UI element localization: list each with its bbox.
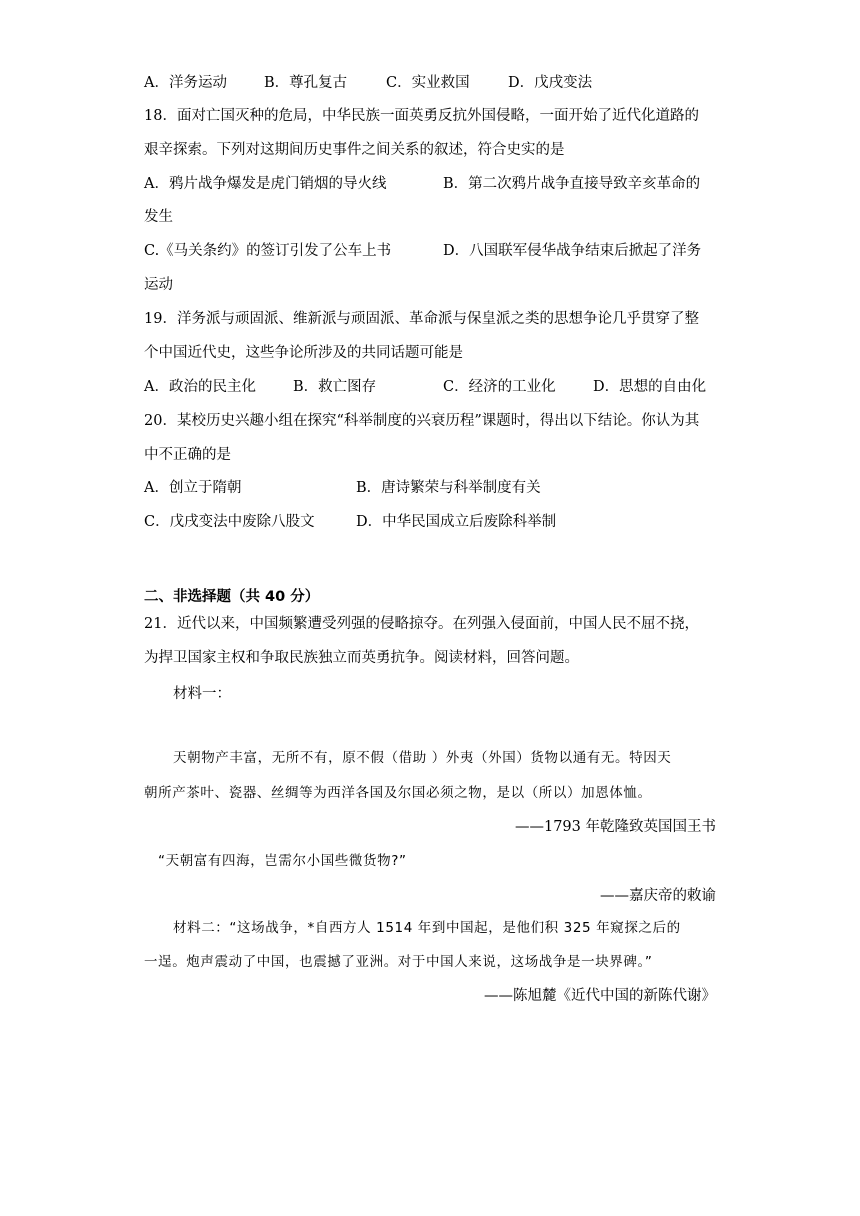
q19-option-b: B．救亡图存 [293,379,377,395]
q20-option-d: D．中华民国成立后废除科举制 [356,514,557,530]
q17-option-d: D．戊戌变法 [508,75,593,91]
material-one-source2: ——嘉庆帝的敕谕 [600,888,716,904]
q18-option-a: A．鸦片战争爆发是虎门销烟的导火线 [144,176,387,192]
material-two-line1: 材料二：“这场战争，*自西方人 1514 年到中国起，是他们积 325 年窥探之后的 [173,920,681,936]
material-one-line2: 朝所产茶叶、瓷器、丝绸等为西洋各国及尔国必须之物，是以（所以）加恩体恤。 [144,785,652,801]
section-title-non-choice: 二、非选择题（共 40 分） [144,589,320,605]
q19-option-d: D．思想的自由化 [593,379,707,395]
q19-option-a: A．政治的民主化 [144,379,256,395]
q19-option-c: C．经济的工业化 [443,379,556,395]
material-one-source: ——1793 年乾隆致英国国王书 [514,819,716,835]
q18-option-b: B．第二次鸦片战争直接导致辛亥革命的 [443,176,701,192]
material-one-quote2: “天朝富有四海，岂需尔小国些微货物?” [158,853,407,869]
q19-stem-line2: 个中国近代史，这些争论所涉及的共同话题可能是 [144,345,463,361]
q18-stem-line2: 艰辛探索。下列对这期间历史事件之间关系的叙述，符合史实的是 [144,142,565,158]
q17-option-b: B．尊孔复古 [264,75,348,91]
q18-option-d-continued: 运动 [144,277,173,293]
q18-stem-line1: 18．面对亡国灭种的危局，中华民族一面英勇反抗外国侵略，一面开始了近代化道路的 [144,108,699,124]
material-two-source: ——陈旭麓《近代中国的新陈代谢》 [484,988,716,1004]
q21-stem-line2: 为捍卫国家主权和争取民族独立而英勇抗争。阅读材料，回答问题。 [144,650,579,666]
q17-option-a: A．洋务运动 [144,75,227,91]
q18-option-c: C.《马关条约》的签订引发了公车上书 [144,243,392,259]
q20-stem-line1: 20．某校历史兴趣小组在探究“科举制度的兴衰历程”课题时，得出以下结论。你认为其 [144,413,700,429]
q21-stem-line1: 21．近代以来，中国频繁遭受列强的侵略掠夺。在列强入侵面前，中国人民不屈不挠， [144,616,699,632]
material-one-label: 材料一： [173,686,231,702]
q20-option-a: A．创立于隋朝 [144,480,242,496]
q20-stem-line2: 中不正确的是 [144,447,231,463]
q20-option-c: C．戊戌变法中废除八股文 [144,514,315,530]
material-one-line1: 天朝物产丰富，无所不有，原不假（借助 ）外夷（外国）货物以通有无。特因天 [173,750,672,766]
q20-option-b: B．唐诗繁荣与科举制度有关 [356,480,541,496]
q18-option-b-continued: 发生 [144,209,173,225]
material-two-line2: 一逞。炮声震动了中国，也震撼了亚洲。对于中国人来说，这场战争是一块界碑。” [144,954,653,970]
q17-option-c: C．实业救国 [386,75,470,91]
q18-option-d: D．八国联军侵华战争结束后掀起了洋务 [443,243,702,259]
q19-stem-line1: 19．洋务派与顽固派、维新派与顽固派、革命派与保皇派之类的思想争论几乎贯穿了整 [144,311,699,327]
